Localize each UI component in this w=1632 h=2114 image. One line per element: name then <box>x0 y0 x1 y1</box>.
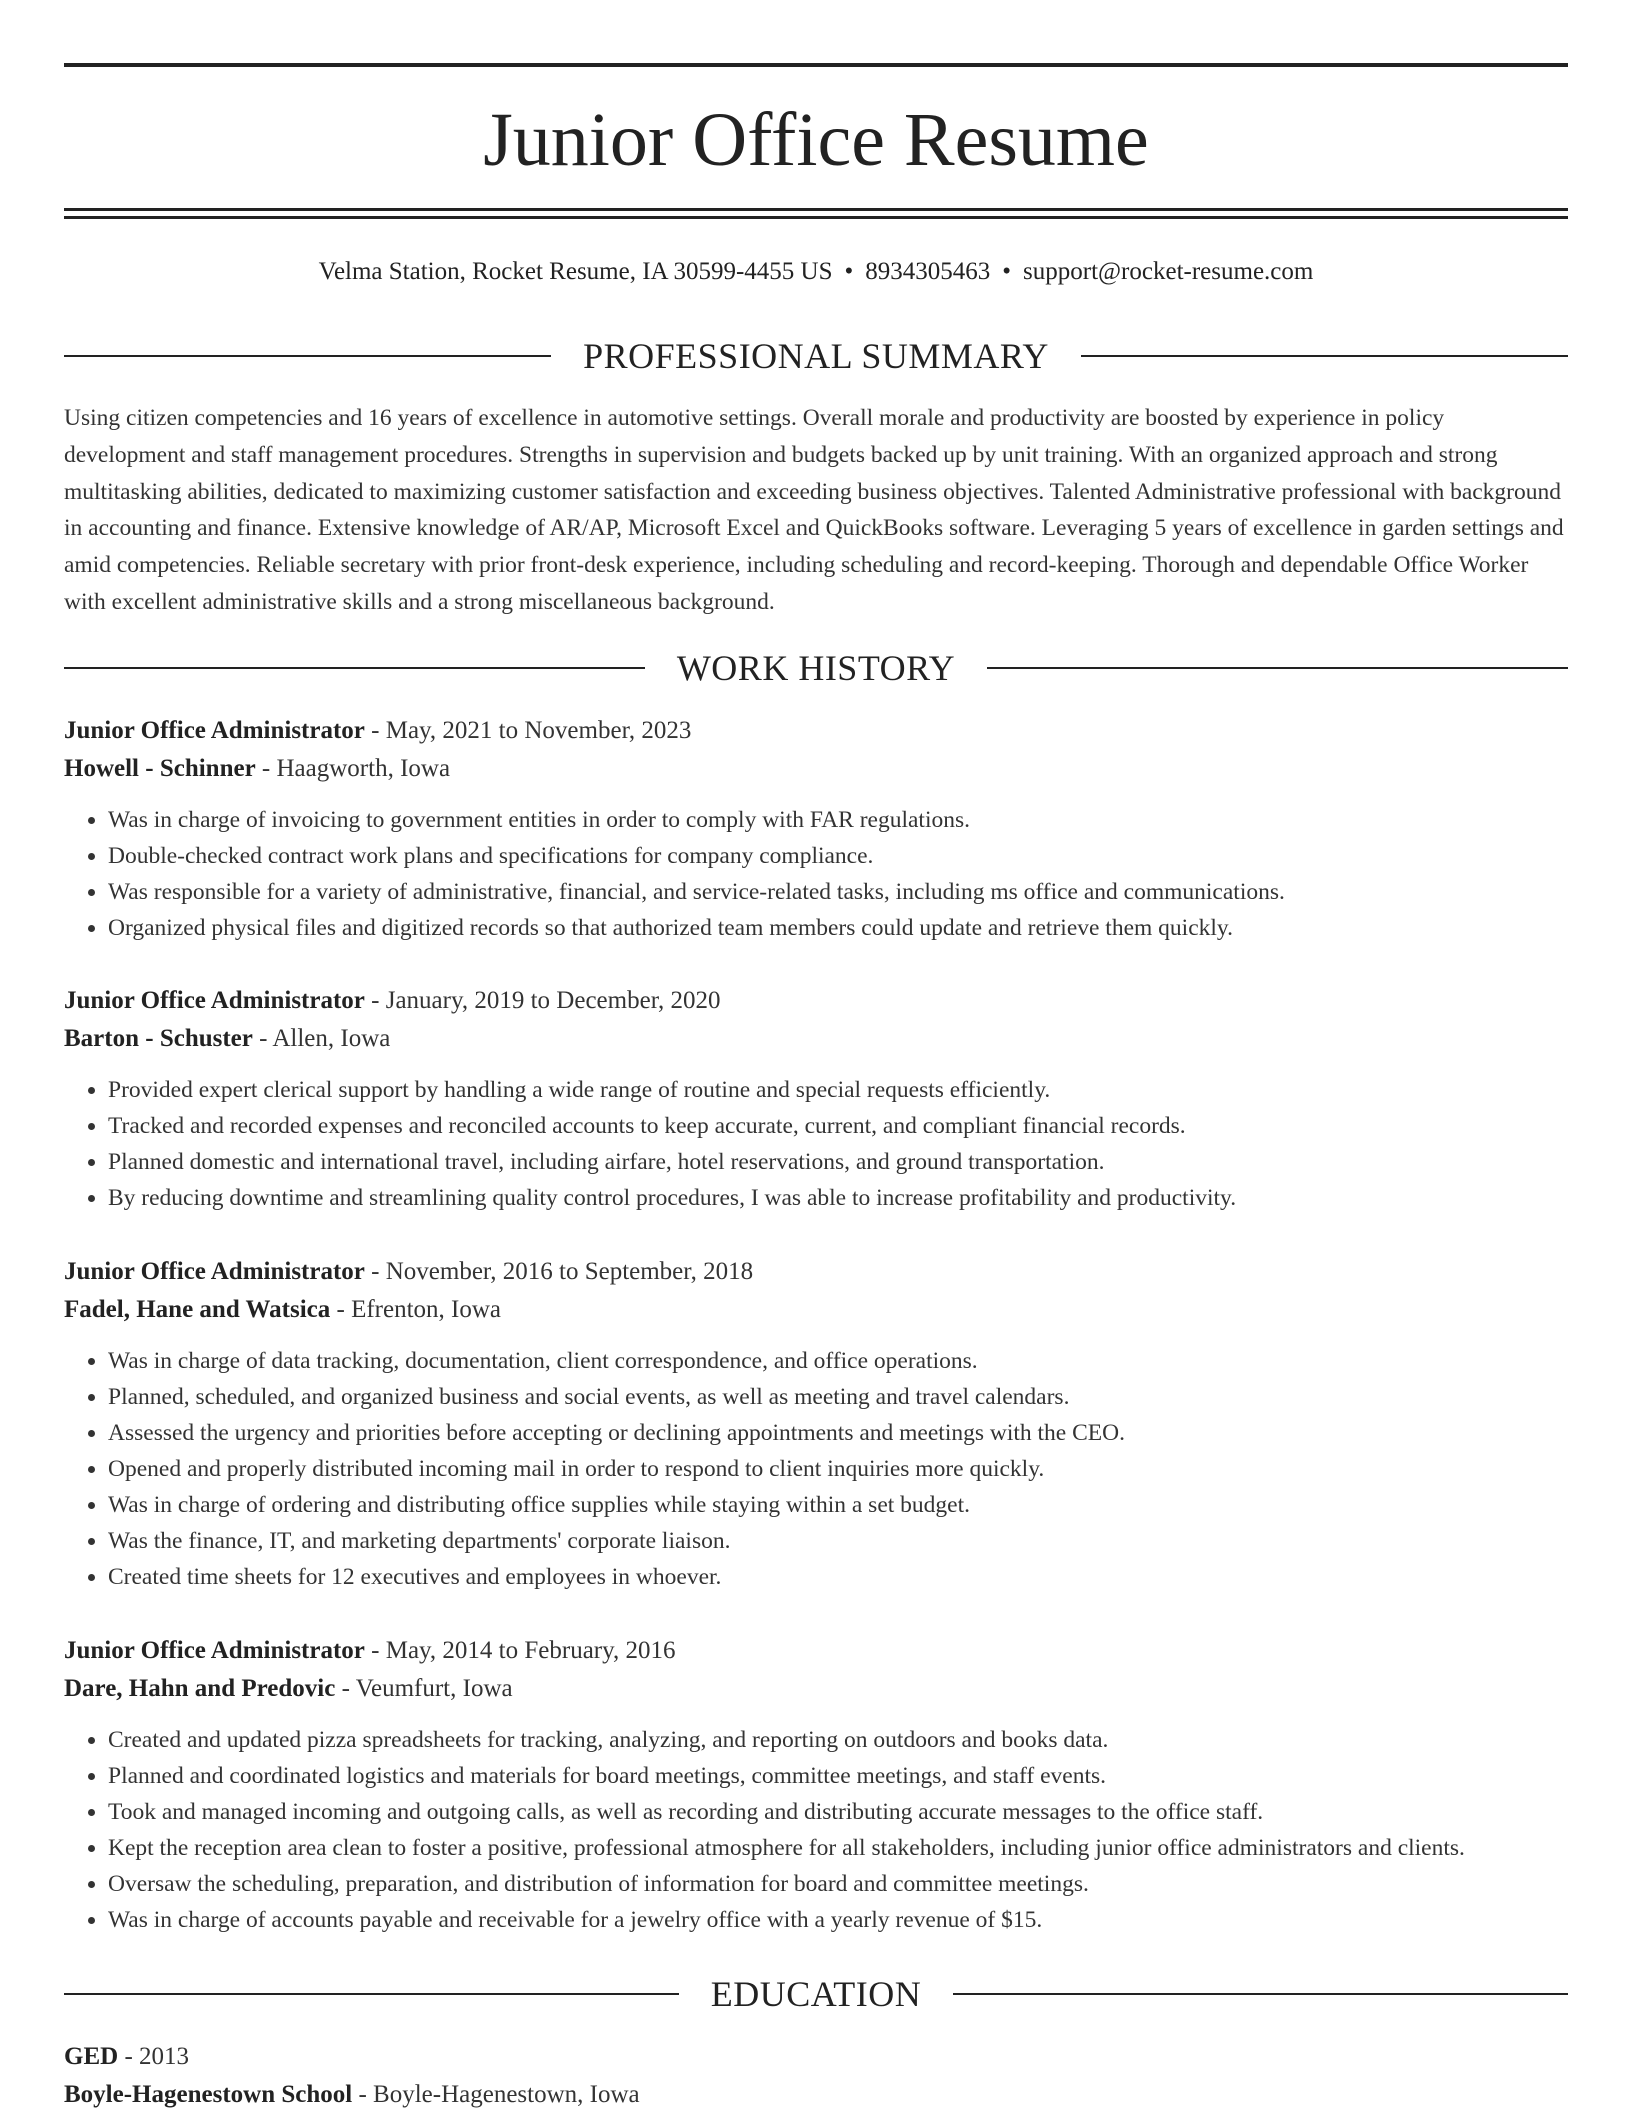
job-title-line <box>64 1253 1568 1291</box>
job-entry <box>64 1253 1568 1595</box>
dash-separator: - <box>352 2081 374 2108</box>
job-location: Haagworth, Iowa <box>276 755 451 782</box>
job-bullet: • Was in charge of ordering and distributing office supplies while staying within a set budget. <box>108 1487 1568 1523</box>
heading-rule-right <box>953 1993 1568 1995</box>
job-bullets <box>64 802 1568 946</box>
job-company: Fadel, Hane and Watsica <box>64 1296 331 1323</box>
job-location: Allen, Iowa <box>272 1025 391 1052</box>
contact-phone: 8934305463 <box>865 258 991 285</box>
job-title: Junior Office Administrator <box>64 717 365 744</box>
contact-separator: • <box>844 258 854 285</box>
heading-rule-right <box>987 667 1568 669</box>
dash-separator: - <box>252 1025 273 1052</box>
job-location: Veumfurt, Iowa <box>355 1675 513 1702</box>
job-company-line <box>64 750 1568 788</box>
job-title: Junior Office Administrator <box>64 987 365 1014</box>
job-bullets <box>64 1072 1568 1216</box>
section-title: EDUCATION <box>710 1974 922 2014</box>
job-dates: November, 2016 to September, 2018 <box>385 1258 754 1285</box>
dash-separator: - <box>255 755 277 782</box>
job-bullets <box>64 1722 1568 1938</box>
job-bullet: • Assessed the urgency and priorities before accepting or declining appointments and meetings with the CEO. <box>108 1415 1568 1451</box>
dash-separator: - <box>330 1296 352 1323</box>
job-bullet: • Planned and coordinated logistics and materials for board meetings, committee meetings, and staff events. <box>108 1758 1568 1794</box>
job-bullet: • Created time sheets for 12 executives and employees in whoever. <box>108 1559 1568 1595</box>
dash-separator: - <box>118 2043 140 2070</box>
education-year: 2013 <box>139 2043 190 2070</box>
job-bullet: • Kept the reception area clean to foster a positive, professional atmosphere for all stakeholders, including junior office administrators and clients. <box>108 1830 1568 1866</box>
job-bullet: • Was in charge of data tracking, documentation, client correspondence, and office operations. <box>108 1343 1568 1379</box>
job-bullet: • Was the finance, IT, and marketing departments' corporate liaison. <box>108 1523 1568 1559</box>
education-school-line <box>64 2076 1568 2114</box>
education-entry <box>64 2038 1568 2114</box>
education-location: Boyle-Hagenestown, Iowa <box>373 2081 640 2108</box>
heading-rule-left <box>64 667 645 669</box>
job-company-line <box>64 1291 1568 1329</box>
job-bullets <box>64 1343 1568 1595</box>
job-title: Junior Office Administrator <box>64 1637 365 1664</box>
contact-address: Velma Station, Rocket Resume, IA 30599-4455 US <box>318 258 833 285</box>
title-rule-lower <box>64 216 1568 219</box>
job-dates: May, 2021 to November, 2023 <box>385 717 692 744</box>
job-dates: January, 2019 to December, 2020 <box>385 987 721 1014</box>
job-title: Junior Office Administrator <box>64 1258 365 1285</box>
job-bullet: • Was in charge of accounts payable and receivable for a jewelry office with a yearly revenue of $15. <box>108 1902 1568 1938</box>
job-bullet: • Planned, scheduled, and organized business and social events, as well as meeting and travel calendars. <box>108 1379 1568 1415</box>
job-bullet: • Provided expert clerical support by handling a wide range of routine and special requests efficiently. <box>108 1072 1568 1108</box>
job-bullet: • Was responsible for a variety of administrative, financial, and service-related tasks, including ms office and communications. <box>108 874 1568 910</box>
job-company-line <box>64 1670 1568 1708</box>
education-section-heading <box>64 1972 1568 2016</box>
job-title-line <box>64 1632 1568 1670</box>
contact-email: support@rocket-resume.com <box>1023 258 1314 285</box>
heading-rule-left <box>64 1993 679 1995</box>
job-title-line <box>64 982 1568 1020</box>
job-bullet: • Organized physical files and digitized records so that authorized team members could update and retrieve them quickly. <box>108 910 1568 946</box>
job-bullet: • Took and managed incoming and outgoing calls, as well as recording and distributing accurate messages to the office staff. <box>108 1794 1568 1830</box>
job-location: Efrenton, Iowa <box>351 1296 502 1323</box>
contact-separator: • <box>1002 258 1012 285</box>
job-company: Dare, Hahn and Predovic <box>64 1675 336 1702</box>
page-title: Junior Office Resume <box>483 98 1149 182</box>
job-company: Howell - Schinner <box>64 755 256 782</box>
contact-line <box>64 254 1568 290</box>
job-bullet: • Oversaw the scheduling, preparation, and distribution of information for board and committee meetings. <box>108 1866 1568 1902</box>
job-company-line <box>64 1020 1568 1058</box>
title-rule-upper <box>64 208 1568 211</box>
education-degree-line <box>64 2038 1568 2076</box>
education-degree: GED <box>64 2043 119 2070</box>
job-bullet: • Planned domestic and international travel, including airfare, hotel reservations, and ground transportation. <box>108 1144 1568 1180</box>
job-company: Barton - Schuster <box>64 1025 253 1052</box>
summary-text: Using citizen competencies and 16 years of excellence in automotive settings. Overall morale and productivity are boosted by experience in policy development and staff management procedures. Strengths in supervision and budgets backed up by unit training. With an organized approach and strong multitasking abilities, dedicated to maximizing customer satisfaction and exceeding business objectives. Talented Administrative professional with background in accounting and finance. Extensive knowledge of AR/AP, Microsoft Excel and QuickBooks software. Leveraging 5 years of excellence in garden settings and amid competencies. Reliable secretary with prior front-desk experience, including scheduling and record-keeping. Thorough and dependable Office Worker with excellent administrative skills and a strong miscellaneous background. <box>64 405 1564 615</box>
job-bullet: • Tracked and recorded expenses and reconciled accounts to keep accurate, current, and compliant financial records. <box>108 1108 1568 1144</box>
dash-separator: - <box>364 1258 386 1285</box>
job-bullet: • Double-checked contract work plans and specifications for company compliance. <box>108 838 1568 874</box>
job-dates: May, 2014 to February, 2016 <box>385 1637 676 1664</box>
heading-rule-left <box>64 355 551 357</box>
dash-separator: - <box>335 1675 356 1702</box>
dash-separator: - <box>364 1637 386 1664</box>
summary-section-heading <box>64 334 1568 378</box>
job-bullet: • Created and updated pizza spreadsheets for tracking, analyzing, and reporting on outdoors and books data. <box>108 1722 1568 1758</box>
top-rule <box>64 63 1568 67</box>
work-section-heading <box>64 646 1568 690</box>
job-title-line <box>64 712 1568 750</box>
section-title: WORK HISTORY <box>676 648 956 688</box>
job-bullet: • Was in charge of invoicing to government entities in order to comply with FAR regulations. <box>108 802 1568 838</box>
section-title: PROFESSIONAL SUMMARY <box>583 336 1049 376</box>
job-entry <box>64 712 1568 946</box>
job-bullet: • Opened and properly distributed incoming mail in order to respond to client inquiries more quickly. <box>108 1451 1568 1487</box>
dash-separator: - <box>364 987 386 1014</box>
job-entry <box>64 982 1568 1216</box>
job-entry <box>64 1632 1568 1938</box>
education-school: Boyle-Hagenestown School <box>64 2081 353 2108</box>
dash-separator: - <box>364 717 386 744</box>
heading-rule-right <box>1081 355 1568 357</box>
job-bullet: • By reducing downtime and streamlining quality control procedures, I was able to increase profitability and productivity. <box>108 1180 1568 1216</box>
